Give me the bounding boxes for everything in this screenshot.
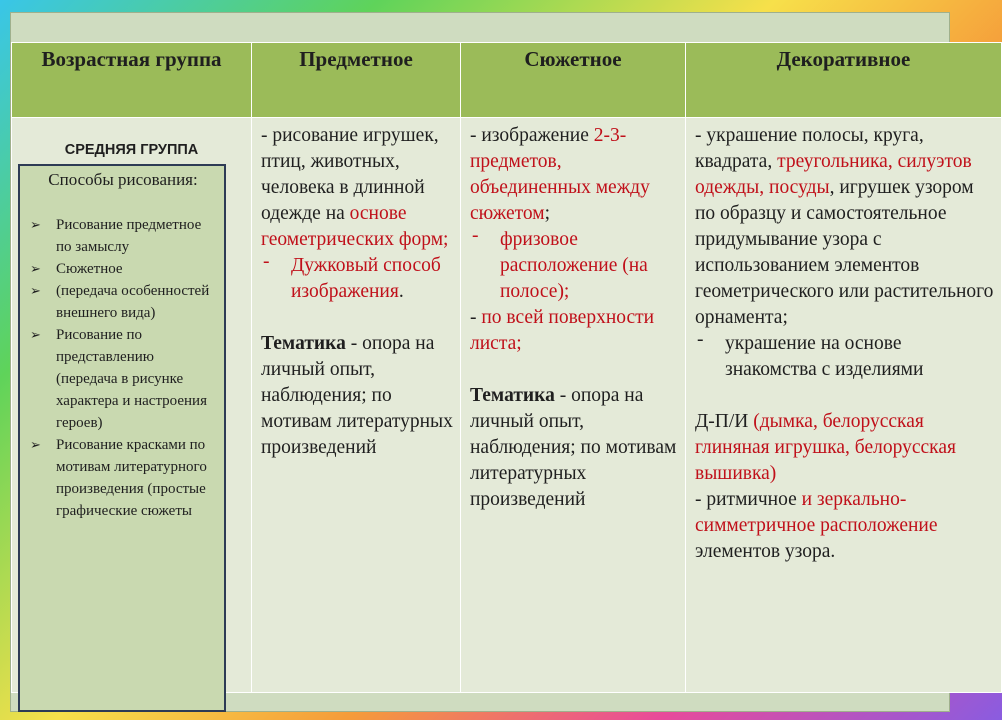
col3-theme-text: - опора на личный опыт, наблюдения; по мотивам литературных произведений xyxy=(470,385,677,510)
col3-bullet-text: фризовое расположение (на полосе); xyxy=(500,229,648,302)
arrow-bullet-icon: ➢ xyxy=(30,261,41,276)
col4-text-mid: , игрушек узором по образцу и самостоятельное придумывание узора с использованием элементов геометрического или растительного орнамента xyxy=(695,177,994,328)
col2-bullet-end: . xyxy=(398,281,404,302)
col4-bullet-text: украшение на основе знакомства с изделиями xyxy=(725,333,924,380)
arrow-bullet-icon: ➢ xyxy=(30,327,41,342)
drawing-methods-box xyxy=(18,164,226,712)
col2-bullet-text: Дужковый способ изображения xyxy=(291,255,441,302)
list-item: ➢ Рисование предметное по замыслу xyxy=(28,214,218,258)
col3-text: - изображение xyxy=(470,125,589,146)
dash-bullet-icon: - xyxy=(263,251,270,272)
col3-bullet xyxy=(470,227,678,305)
col4-dpi: Д-П/И xyxy=(695,411,749,432)
col3-theme-title: Тематика xyxy=(470,385,555,406)
list-item: ➢ (передача особенностей внешнего вида) xyxy=(28,280,218,324)
dash-bullet-icon: - xyxy=(472,225,479,246)
col2-bullet xyxy=(261,253,453,305)
cell-plot xyxy=(461,118,686,693)
header-object: Предметное xyxy=(252,43,461,118)
dash-bullet-icon: - xyxy=(697,329,704,350)
col4-bullet xyxy=(695,331,994,383)
table-header-row xyxy=(12,43,1002,118)
col2-theme-text: - опора на личный опыт, наблюдения; по мотивам литературных произведений xyxy=(261,333,453,458)
col3-text-red: 2-3- предметов, объединенных между сюжетом xyxy=(470,125,650,224)
list-item: ➢ Рисование по представлению (передача в рисунке характера и настроения героев) xyxy=(28,324,218,434)
arrow-bullet-icon: ➢ xyxy=(30,437,41,452)
arrow-bullet-icon: ➢ xyxy=(30,283,41,298)
arrow-bullet-icon: ➢ xyxy=(30,217,41,232)
col4-rhythm: - ритмичное xyxy=(695,489,797,510)
col3-text-end: ; xyxy=(544,203,551,224)
methods-title: Способы рисования: xyxy=(48,170,198,189)
col2-text-red: основе геометрических форм; xyxy=(261,203,449,250)
col4-text-end: ; xyxy=(782,307,788,328)
col4-text: - украшение полосы, круга, квадрата, xyxy=(695,125,924,172)
cell-object xyxy=(252,118,461,693)
list-item: ➢ Сюжетное xyxy=(28,258,218,280)
col3-dash: - xyxy=(470,307,477,328)
header-plot: Сюжетное xyxy=(461,43,686,118)
header-decorative: Декоративное xyxy=(686,43,1002,118)
col2-text: - рисование игрушек, птиц, животных, человека в длинной одежде на xyxy=(261,125,439,224)
col3-text2-red: по всей поверхности листа; xyxy=(470,307,655,354)
methods-list xyxy=(28,214,218,522)
col4-rhythm-red: и зеркально-симметричное расположение xyxy=(695,489,938,536)
list-item: ➢ Рисование красками по мотивам литературного произведения (простые графические сюжеты xyxy=(28,434,218,522)
header-age-group: Возрастная группа xyxy=(12,43,252,118)
cell-decorative xyxy=(686,118,1002,693)
col4-text-red: треугольника, силуэтов одежды, посуды xyxy=(695,151,972,198)
group-title: СРЕДНЯЯ ГРУППА xyxy=(64,142,199,158)
col2-theme-title: Тематика xyxy=(261,333,346,354)
col4-dpi-red: (дымка, белорусская глиняная игрушка, белорусская вышивка) xyxy=(695,411,956,484)
col4-rhythm-end: элементов узора. xyxy=(695,541,836,562)
